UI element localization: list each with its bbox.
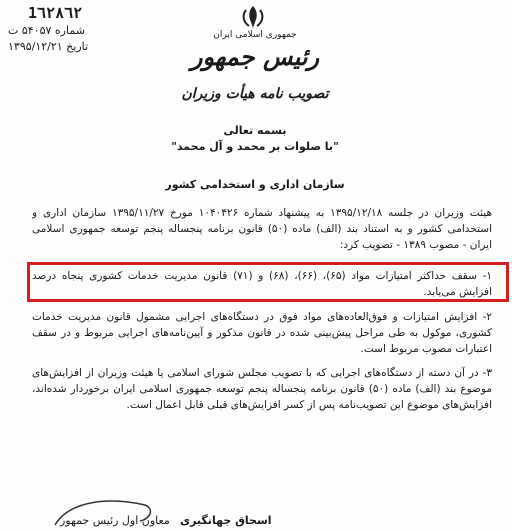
salavat-line: "با صلوات بر محمد و آل محمد" — [171, 140, 339, 153]
clause-1-highlight-box — [27, 262, 509, 302]
clause-1-paragraph: ۱- سقف حداکثر امتیازات مواد (۶۵)، (۶۶)، (۶۸) و (۷۱) قانون مدیریت خدمات کشوری پنجاه درصد افزایش می‌یابد. — [32, 270, 492, 298]
intro-paragraph: هیئت وزیران در جلسه ۱۳۹۵/۱۲/۱۸ به پیشنهاد شماره ۱۰۴۰۴۲۶ مورخ ۱۳۹۵/۱۱/۲۷ سازمان اداری و استخدامی کشور و به استناد بند (الف) ماده (۵۰) قانون برنامه پنجساله پنجم توسعه جمهوری اسلامی ایران - مصوب ۱۳۸۹ - تصویب کرد: — [32, 207, 492, 251]
iran-emblem-icon — [238, 4, 268, 30]
letter-date: تاریخ ۱۳۹۵/۱۲/۲۱ — [8, 40, 89, 53]
recipient-organization: سازمان اداری و استخدامی کشور — [165, 178, 345, 191]
letter-number: شماره ۵۴۰۵۷ ت — [8, 24, 85, 37]
cabinet-resolution-title: تصویب نامه هیأت وزیران — [181, 86, 329, 102]
registration-number-stamp: 1٦٢٨٦٢ — [28, 4, 83, 22]
bismillah-heading: بسمه تعالی — [223, 124, 287, 137]
clause-3-paragraph: ۳- در آن دسته از دستگاه‌های اجرایی که با تصویب مجلس شورای اسلامی یا هیئت وزیران از افزایش‌های موضوع بند (الف) ماده (۵۰) قانون برنامه پنجساله پنجم توسعه جمهوری اسلامی ایران برخوردار شده‌اند، افزایش‌های موضوع این تصویب‌نامه پس از کسر افزایش‌های قبلی قابل اعمال است. — [32, 367, 492, 411]
clause-2-paragraph: ۲- افزایش امتیازات و فوق‌العاده‌های مواد فوق در دستگاه‌های اجرایی مشمول قانون مدیریت خدمات کشوری، موکول به طی مراحل پیش‌بینی شده در قانون مذکور و آیین‌نامه‌های اجرایی مربوط و در سقف اعتبارات مصوب مربوط است. — [32, 311, 492, 355]
signatory-name: اسحاق جهانگیری — [180, 514, 272, 527]
country-name: جمهوری اسلامی ایران — [213, 30, 297, 40]
president-title: رئیس جمهور — [190, 42, 320, 71]
signatory-title: معاون اول رئیس جمهور — [60, 514, 170, 527]
